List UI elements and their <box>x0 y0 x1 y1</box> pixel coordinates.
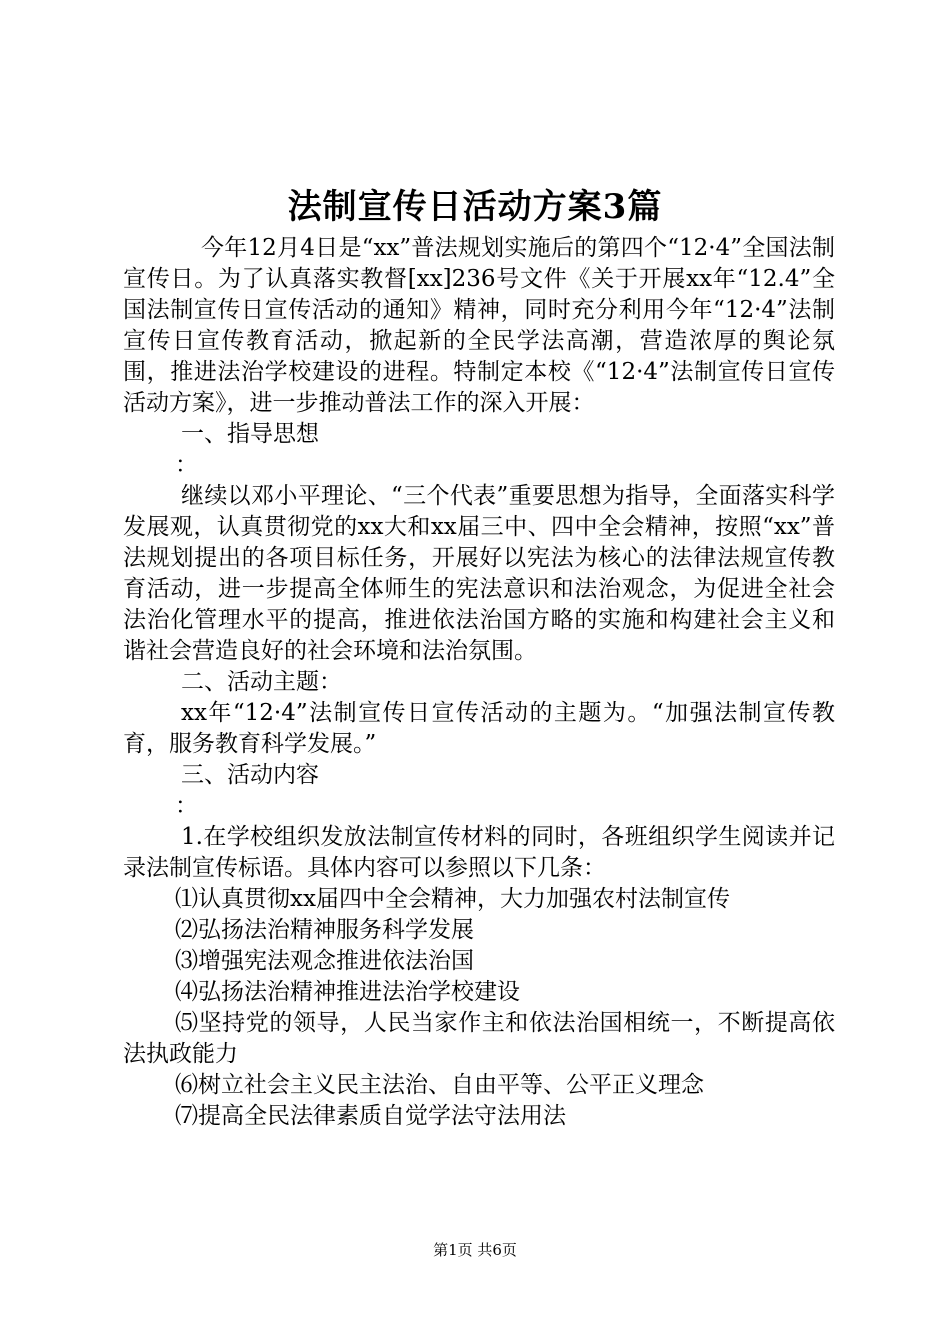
page-title: 法制宣传日活动方案3篇 <box>287 187 663 227</box>
document-body <box>123 233 835 1132</box>
section-heading-theme: 二、活动主题： <box>181 669 342 695</box>
slogan-item: ⑹树立社会主义民主法治、自由平等、公平正义理念 <box>175 1072 704 1098</box>
slogan-item: ⑺提高全民法律素质自觉学法守法用法 <box>175 1103 566 1129</box>
slogan-item: ⑸坚持党的领导，人民当家作主和依法治国相统一，不断提高依法执政能力 <box>123 1010 835 1067</box>
guiding-paragraph: 继续以邓小平理论、“三个代表”重要思想为指导，全面落实科学发展观，认真贯彻党的xx大和xx届三中、四中全会精神，按照“xx”普法规划提出的各项目标任务，开展好以宪法为核心的法律法规宣传教育活动，进一步提高全体师生的宪法意识和法治观念，为促进全社会法治化管理水平的提高，推进依法治国方略的实施和构建社会主义和谐社会营造良好的社会环境和法治氛围。 <box>123 483 835 664</box>
slogan-item: ⑴认真贯彻xx届四中全会精神，大力加强农村法制宣传 <box>175 886 730 912</box>
content-item-paragraph: 1.在学校组织发放法制宣传材料的同时，各班组织学生阅读并记录法制宣传标语。具体内容可以参照以下几条： <box>123 824 835 881</box>
slogan-item: ⑵弘扬法治精神服务科学发展 <box>175 917 474 943</box>
page-footer: 第1页 共6页 <box>433 1241 517 1259</box>
slogan-item: ⑶增强宪法观念推进依法治国 <box>175 948 474 974</box>
theme-paragraph: xx年“12·4”法制宣传日宣传活动的主题为。“加强法制宣传教育，服务教育科学发展。” <box>123 700 835 757</box>
section-heading-content: 三、活动内容 <box>181 762 319 788</box>
section-heading-guiding: 一、指导思想 <box>181 421 319 447</box>
colon-line: ： <box>175 452 198 478</box>
slogan-item: ⑷弘扬法治精神推进法治学校建设 <box>175 979 520 1005</box>
intro-paragraph: 今年12月4日是“xx”普法规划实施后的第四个“12·4”全国法制宣传日。为了认真落实教督[xx]236号文件《关于开展xx年“12.4”全国法制宣传日宣传活动的通知》精神，同时充分利用今年“12·4”法制宣传日宣传教育活动，掀起新的全民学法高潮，营造浓厚的舆论氛围，推进法治学校建设的进程。特制定本校《“12·4”法制宣传日宣传活动方案》，进一步推动普法工作的深入开展： <box>123 235 835 416</box>
colon-line: ： <box>175 793 198 819</box>
